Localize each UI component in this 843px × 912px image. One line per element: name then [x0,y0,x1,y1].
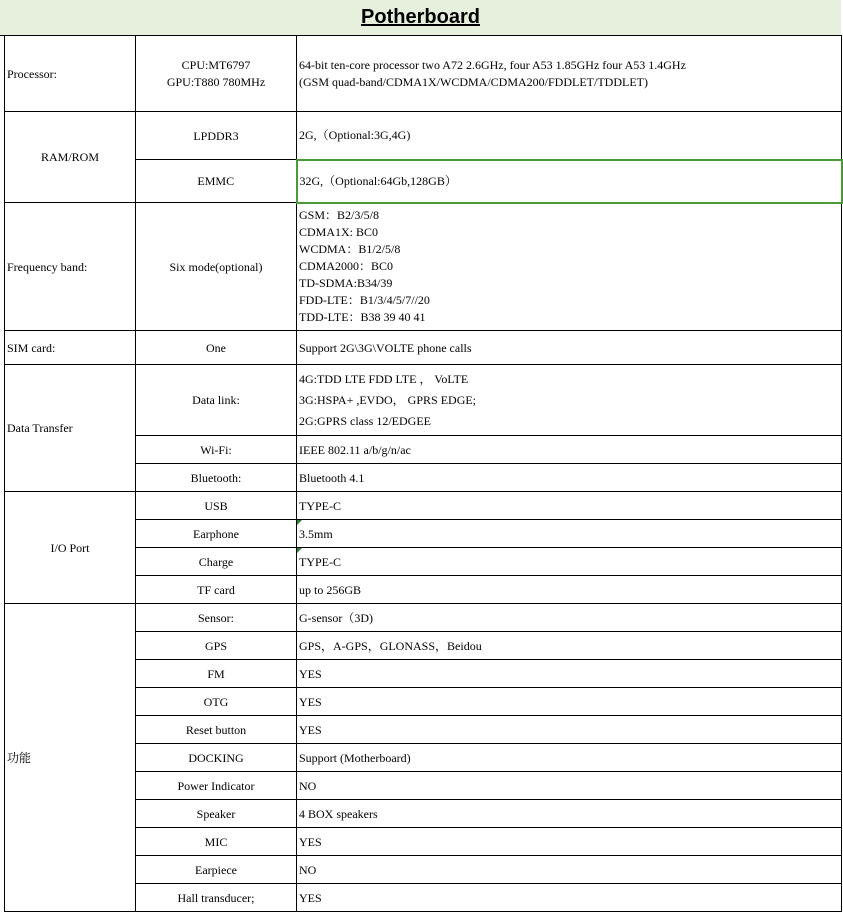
value-cell: YES [297,716,842,744]
value-line: 2G:GPRS class 12/EDGEE [299,413,431,428]
row-label: I/O Port [5,492,136,604]
spec-cell: One [136,331,297,365]
value-cell: 4 BOX speakers [297,800,842,828]
value-line: TDD-LTE：B38 39 40 41 [299,310,426,325]
table-row [5,36,842,112]
spec-cell: GPS [136,632,297,660]
spec-cell: Sensor: [136,604,297,632]
value-cell: YES [297,688,842,716]
row-label: Processor: [5,36,136,112]
row-label: Frequency band: [5,203,136,331]
value-cell: up to 256GB [297,576,842,604]
spec-cell: Reset button [136,716,297,744]
value-line: 4G:TDD LTE FDD LTE ， VoLTE [299,371,469,386]
value-line: (GSM quad-band/CDMA1X/WCDMA/CDMA200/FDDLET/TDDLET) [299,74,648,89]
table-row [5,365,842,436]
selected-cell[interactable]: 32G,（Optional:64Gb,128GB） [297,160,842,203]
gpu-spec: GPU:T880 780MHz [166,74,266,89]
table-row [5,604,842,632]
value-cell: Support 2G\3G\VOLTE phone calls [297,331,842,365]
spec-cell: DOCKING [136,744,297,772]
value-line: 64-bit ten-core processor two A72 2.6GHz, four A53 1.85GHz four A53 1.4GHz [299,57,686,72]
spec-cell: Wi-Fi: [136,436,297,464]
spec-cell: USB [136,492,297,520]
value-cell [297,365,842,436]
page-title: Potherboard [0,0,841,36]
value-line: WCDMA：B1/2/5/8 [299,242,401,257]
row-label: SIM card: [5,331,136,365]
spec-cell: Hall transducer; [136,884,297,912]
spec-cell: OTG [136,688,297,716]
value-cell: TYPE-C [297,492,842,520]
spec-cell: Speaker [136,800,297,828]
row-label: RAM/ROM [5,112,136,203]
row-label: 功能 [5,604,136,912]
spec-cell: EMMC [136,160,297,203]
spec-cell: Charge [136,548,297,576]
spec-cell: Earpiece [136,856,297,884]
spec-table [4,35,843,912]
spec-cell: MIC [136,828,297,856]
value-cell: Bluetooth 4.1 [297,464,842,492]
spec-cell: Six mode(optional) [136,203,297,331]
table-row [5,203,842,331]
cpu-spec: CPU:MT6797 [181,57,251,72]
spec-cell: Data link: [136,365,297,436]
spec-cell: Earphone [136,520,297,548]
table-row [5,492,842,520]
value-cell [297,36,842,112]
value-cell: YES [297,828,842,856]
value-cell [297,203,842,331]
table-row [5,112,842,160]
value-line: CDMA2000：BC0 [299,259,394,274]
value-cell: YES [297,660,842,688]
value-line: GSM：B2/3/5/8 [299,208,380,223]
value-line: CDMA1X: BC0 [299,225,379,240]
value-cell: NO [297,772,842,800]
table-row [5,331,842,365]
value-cell: IEEE 802.11 a/b/g/n/ac [297,436,842,464]
spec-cell [136,36,297,112]
spec-cell: TF card [136,576,297,604]
value-line: 3G:HSPA+ ,EVDO， GPRS EDGE; [299,392,477,407]
spec-cell: LPDDR3 [136,112,297,160]
value-line: TD-SDMA:B34/39 [299,276,393,291]
value-cell: GPS，A-GPS，GLONASS，Beidou [297,632,842,660]
value-cell: NO [297,856,842,884]
spec-cell: Bluetooth: [136,464,297,492]
spec-cell: Power Indicator [136,772,297,800]
value-cell: 3.5mm [297,520,842,548]
value-line: FDD-LTE：B1/3/4/5/7//20 [299,293,430,308]
value-cell: G-sensor（3D) [297,604,842,632]
row-label: Data Transfer [5,365,136,492]
spec-cell: FM [136,660,297,688]
value-cell: TYPE-C [297,548,842,576]
value-cell: Support (Motherboard) [297,744,842,772]
value-cell: YES [297,884,842,912]
value-cell: 2G,（Optional:3G,4G) [297,112,842,160]
